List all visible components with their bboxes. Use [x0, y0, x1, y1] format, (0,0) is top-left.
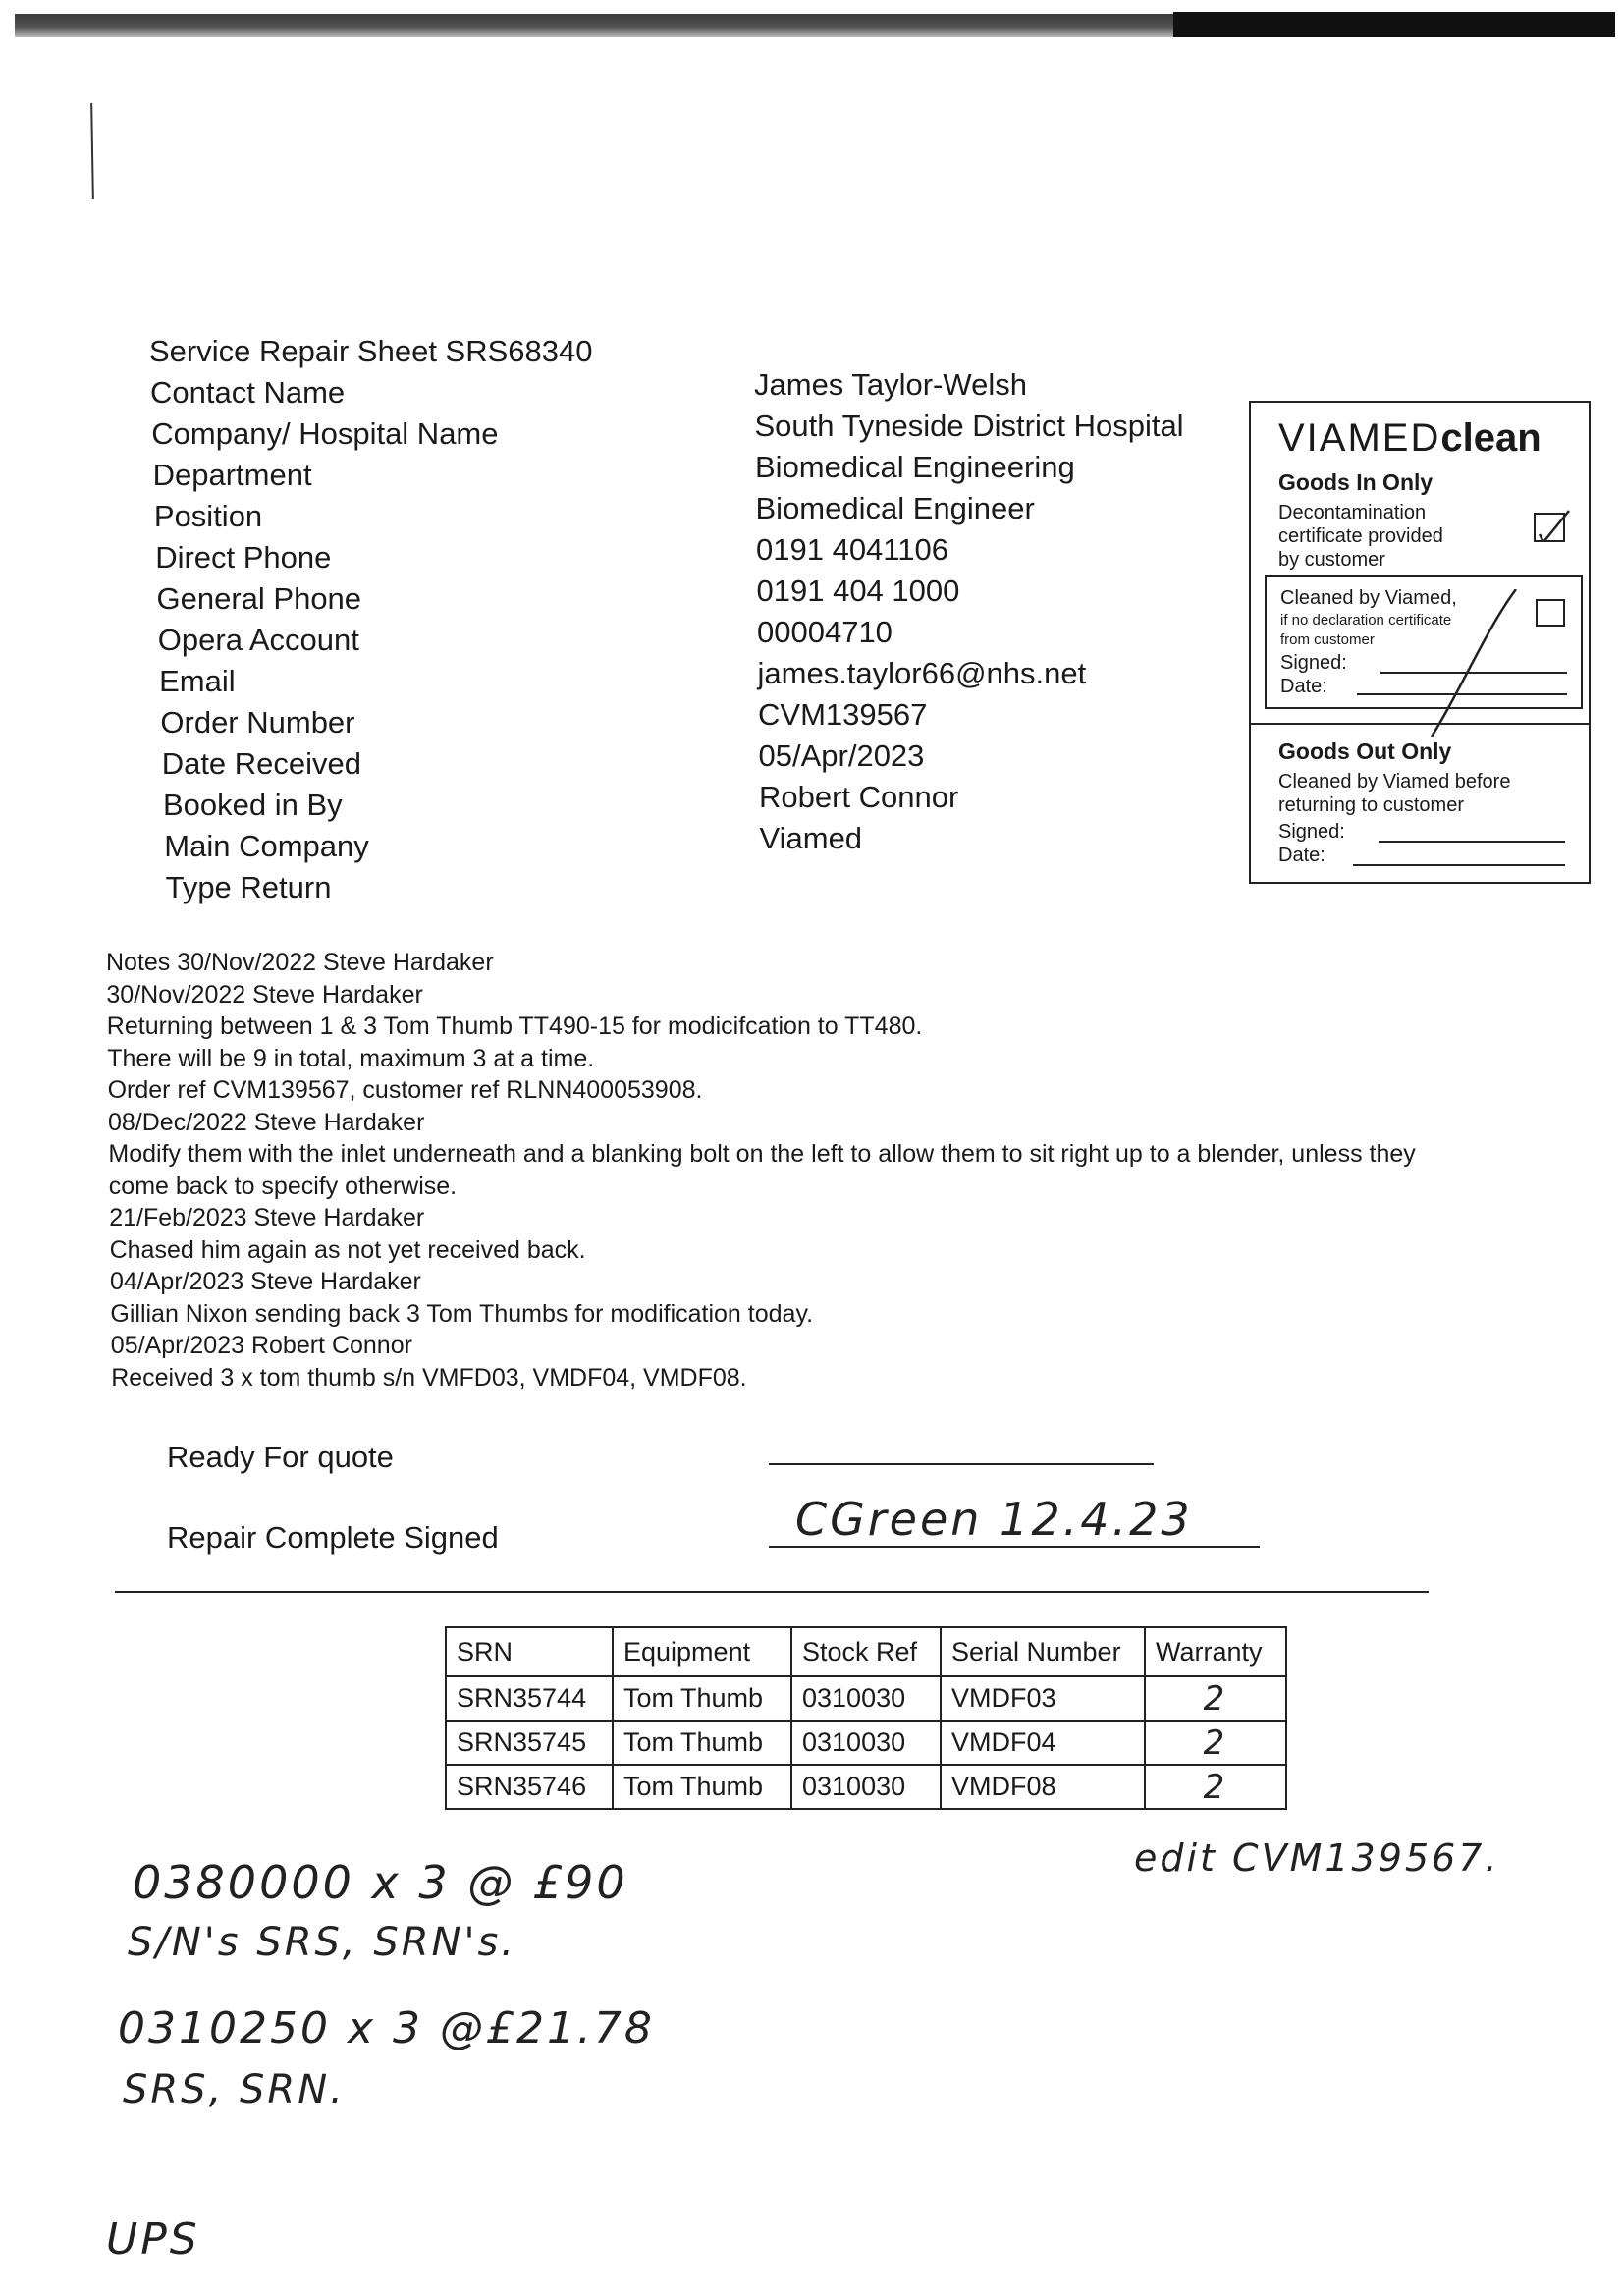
scan-edge-dark [1173, 12, 1615, 37]
ready-for-quote-label: Ready For quote [167, 1440, 394, 1474]
divider [115, 1591, 1429, 1593]
table-row: SRN35746 Tom Thumb 0310030 VMDF08 2 [446, 1765, 1286, 1809]
note-line: There will be 9 in total, maximum 3 at a time. [107, 1044, 595, 1072]
field-value: Robert Connor [759, 780, 959, 814]
cleaned-text: if no declaration certificate from customer [1280, 612, 1452, 648]
field-value: 0191 404 1000 [756, 574, 960, 608]
field-label: General Phone [156, 581, 362, 616]
field-label: Email [159, 664, 236, 698]
note-line: Chased him again as not yet received back. [109, 1235, 586, 1264]
sheet-title: Service Repair Sheet SRS68340 [149, 334, 593, 368]
checkmark-icon [1534, 509, 1573, 542]
field-value: 05/Apr/2023 [758, 738, 925, 773]
goods-out-date-label: Date: [1278, 845, 1325, 866]
note-line: 08/Dec/2022 Steve Hardaker [108, 1108, 425, 1136]
field-label: Department [152, 458, 312, 492]
note-line: Received 3 x tom thumb s/n VMFD03, VMDF04, VMDF08. [111, 1363, 747, 1392]
cleaned-by-viamed-section [1265, 575, 1583, 709]
table-row: SRN35745 Tom Thumb 0310030 VMDF04 2 [446, 1721, 1286, 1765]
field-value: James Taylor-Welsh [754, 367, 1027, 402]
note-line: 04/Apr/2023 Steve Hardaker [110, 1268, 421, 1295]
goods-out-signed-label: Signed: [1278, 821, 1345, 843]
goods-out-text: Cleaned by Viamed before returning to customer [1278, 771, 1511, 816]
note-line: Returning between 1 & 3 Tom Thumb TT490-15 for modicifcation to TT480. [106, 1012, 923, 1040]
field-label: Date Received [161, 746, 362, 781]
handwritten-edit-note: edit CVM139567. [1134, 1836, 1500, 1880]
field-label: Opera Account [157, 623, 359, 657]
note-line: Order ref CVM139567, customer ref RLNN400053908. [107, 1076, 703, 1104]
field-label: Contact Name [150, 375, 346, 410]
handwritten-line: S/N's SRS, SRN's. [128, 1920, 516, 1965]
table-header: SRN Equipment Stock Ref Serial Number Warranty [446, 1627, 1286, 1676]
field-value: 00004710 [757, 615, 893, 649]
goods-in-text: Decontamination certificate provided by customer [1278, 502, 1443, 571]
note-line: Modify them with the inlet underneath and a blanking bolt on the left to allow them to sit right up to a blender, unless they [108, 1140, 1416, 1168]
note-line: 30/Nov/2022 Steve Hardaker [106, 980, 423, 1009]
goods-in-checkbox[interactable] [1534, 513, 1565, 542]
repair-complete-label: Repair Complete Signed [167, 1520, 499, 1555]
note-line: 21/Feb/2023 Steve Hardaker [109, 1204, 425, 1231]
goods-out-title: Goods Out Only [1278, 738, 1452, 764]
note-line: Gillian Nixon sending back 3 Tom Thumbs for modification today. [110, 1299, 814, 1328]
repair-complete-line [769, 1546, 1260, 1548]
field-label: Company/ Hospital Name [151, 416, 499, 451]
handwritten-line: SRS, SRN. [123, 2067, 346, 2112]
field-value: CVM139567 [758, 697, 928, 732]
cleaned-title: Cleaned by Viamed, [1280, 587, 1457, 609]
cleaned-checkbox[interactable] [1536, 599, 1565, 627]
strike-through-mark [1428, 589, 1526, 737]
field-value: james.taylor66@nhs.net [757, 656, 1087, 690]
field-label: Type Return [165, 870, 332, 904]
note-line: Notes 30/Nov/2022 Steve Hardaker [106, 949, 494, 976]
equipment-table [445, 1626, 1287, 1810]
handwritten-line: 0310250 x 3 @£21.78 [118, 2003, 655, 2053]
field-value: 0191 4041106 [756, 532, 948, 567]
scan-mark [90, 103, 94, 199]
handwritten-line: 0380000 x 3 @ £90 [133, 1856, 628, 1909]
field-label: Main Company [164, 829, 369, 863]
field-value: South Tyneside District Hospital [754, 409, 1184, 443]
field-label: Booked in By [163, 788, 343, 822]
repair-signature: CGreen 12.4.23 [795, 1493, 1193, 1546]
field-value: Viamed [759, 821, 863, 855]
viamedclean-stamp [1249, 401, 1591, 884]
field-value: Biomedical Engineer [755, 491, 1035, 525]
ready-for-quote-line [769, 1463, 1154, 1465]
goods-in-title: Goods In Only [1278, 469, 1434, 495]
note-line: 05/Apr/2023 Robert Connor [110, 1332, 412, 1359]
stamp-logo: VIAMEDclean [1278, 416, 1542, 460]
field-label: Direct Phone [155, 540, 332, 574]
field-value: Biomedical Engineering [755, 450, 1075, 484]
signed-label: Signed: [1280, 652, 1347, 674]
handwritten-line: UPS [106, 2214, 200, 2265]
date-label: Date: [1280, 676, 1327, 697]
note-line: come back to specify otherwise. [108, 1172, 458, 1200]
field-label: Order Number [160, 705, 355, 739]
field-label: Position [153, 499, 263, 533]
table-row: SRN35744 Tom Thumb 0310030 VMDF03 2 [446, 1676, 1286, 1721]
